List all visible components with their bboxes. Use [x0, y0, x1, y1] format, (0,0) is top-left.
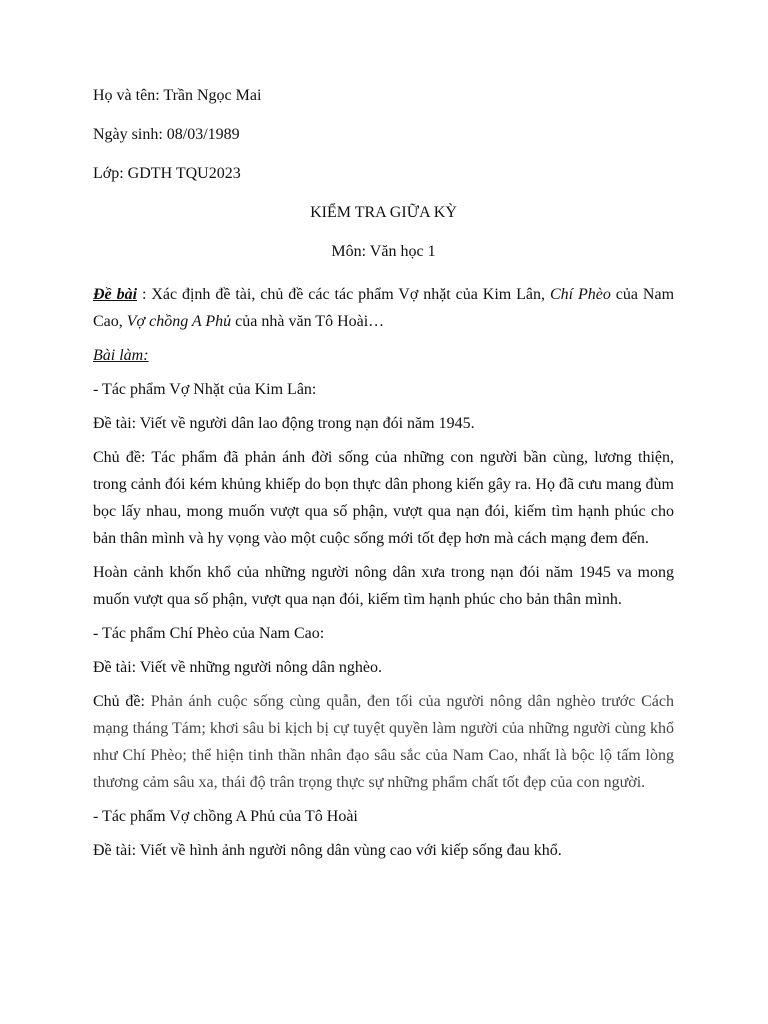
- exam-title: KIỂM TRA GIỮA KỲ: [310, 204, 457, 221]
- theme-text: Phản ánh cuộc sống cùng quẫn, đen tối của người nông dân nghèo trước Cách mạng tháng Tám; khơi sâu bi kịch bị cự tuyệt quyền làm người của những người cùng khổ như Chí Phèo; thể hiện tinh thần nhân đạo sâu sắc của Nam Cao, nhất là bộc lộ tấm lòng thương cảm sâu xa, thái độ trân trọng thực sự những phẩm chất tốt đẹp của con người.: [93, 693, 675, 791]
- student-name: Họ và tên: Trần Ngọc Mai: [93, 87, 262, 104]
- answer-label: Bài làm:: [93, 347, 149, 364]
- section-heading: - Tác phẩm Chí Phèo của Nam Cao:: [93, 625, 325, 642]
- student-class: Lớp: GDTH TQU2023: [93, 165, 241, 182]
- assignment-text-1: Xác định đề tài, chủ đề các tác phẩm Vợ nhặt của Kim Lân,: [151, 286, 550, 303]
- work-title-chi-pheo: Chí Phèo: [549, 286, 611, 303]
- assignment-label: Đề bài: [93, 286, 138, 303]
- section-heading: - Tác phẩm Vợ Nhặt của Kim Lân:: [93, 381, 317, 398]
- assignment-text-3: của nhà văn Tô Hoài…: [231, 313, 385, 330]
- theme-label: Chủ đề:: [93, 693, 151, 710]
- assignment-text-2: của Nam Cao,: [93, 286, 675, 330]
- section-topic: Đề tài: Viết về người dân lao động trong nạn đói năm 1945.: [93, 415, 475, 432]
- section-extra: Hoàn cảnh khốn khổ của những người nông dân xưa trong nạn đói năm 1945 va mong muốn vượt qua số phận, vượt qua nạn đói, kiếm tìm hạnh phúc cho bản thân mình.: [93, 564, 674, 608]
- student-dob: Ngày sinh: 08/03/1989: [93, 126, 240, 143]
- exam-subject: Môn: Văn học 1: [331, 243, 436, 260]
- work-title-vo-chong-a-phu: Vợ chồng A Phủ: [126, 313, 232, 330]
- assignment-paragraph: [93, 281, 674, 335]
- section-topic: Đề tài: Viết về hình ảnh người nông dân vùng cao với kiếp sống đau khổ.: [93, 842, 562, 859]
- assignment-sep: :: [137, 286, 152, 303]
- section-theme: Chủ đề: Tác phẩm đã phản ánh đời sống của những con người bần cùng, lương thiện, trong cảnh đói kém khủng khiếp do bọn thực dân phong kiến gây ra. Họ đã cưu mang đùm bọc lấy nhau, mong muốn vượt qua số phận, vượt qua nạn đói, kiếm tìm hạnh phúc cho bản thân mình và hy vọng vào một cuộc sống mới tốt đẹp hơn mà cách mạng đem đến.: [93, 449, 674, 547]
- section-heading: - Tác phẩm Vợ chồng A Phủ của Tô Hoài: [93, 808, 358, 825]
- section-theme: [93, 688, 674, 796]
- section-topic: Đề tài: Viết về những người nông dân nghèo.: [93, 659, 382, 676]
